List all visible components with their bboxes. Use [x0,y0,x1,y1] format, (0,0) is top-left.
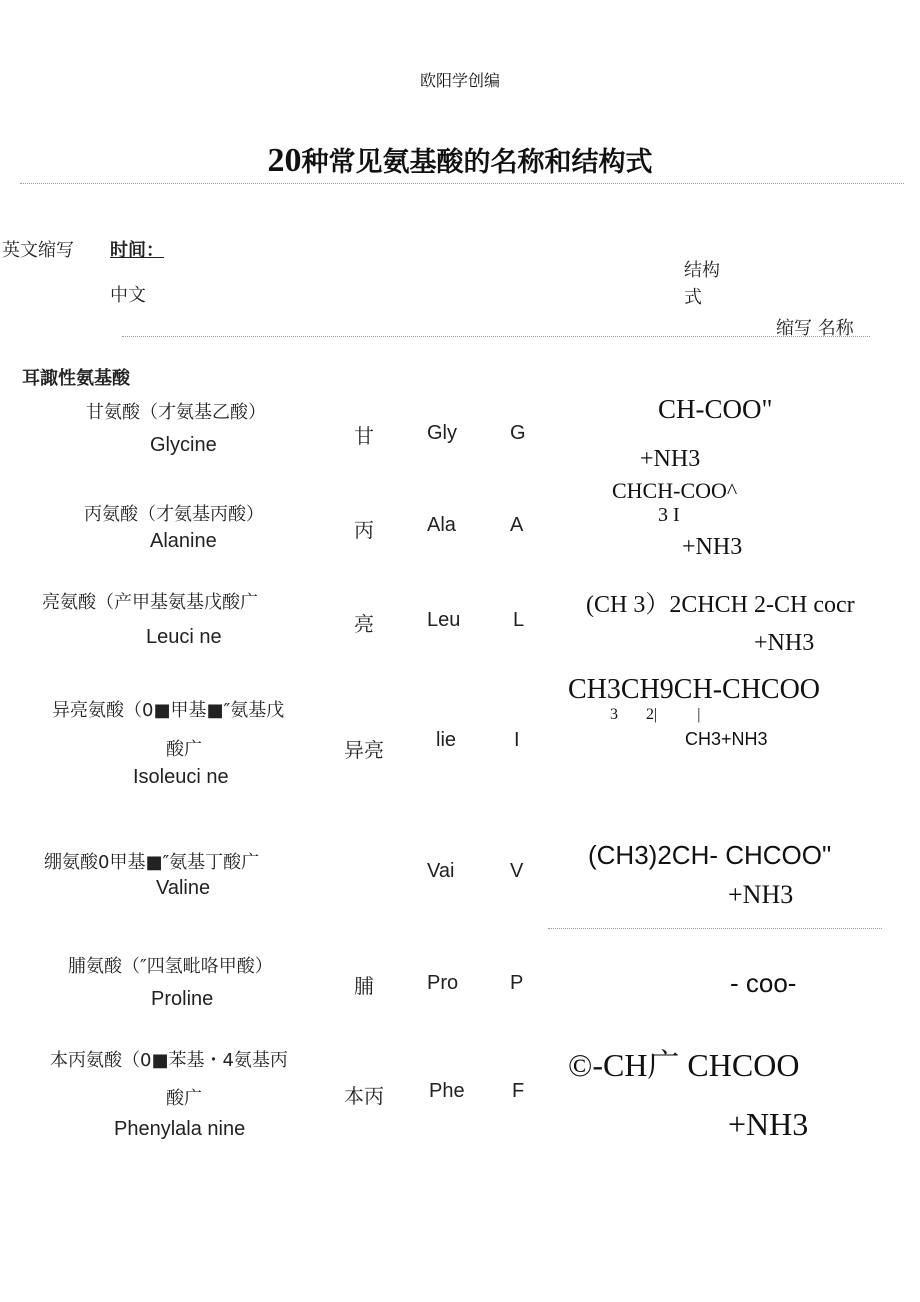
title-number: 20 [267,142,302,179]
en-name: Phenylala nine [114,1118,246,1140]
code-3: Phe [429,1080,465,1102]
formula-sub: 3 2| | [610,706,701,723]
cn-name: 异亮氨酸（0■甲基■″氨基戊 [52,700,285,721]
cn-name-2: 酸广 [166,1088,202,1109]
cn-name: 亮氨酸（产甲基氨基戊酸广 [42,592,258,613]
header-abbr-name: 缩写 名称 [776,318,854,339]
en-name: Isoleuci ne [133,766,229,788]
cn-name: 本丙氨酸（0■苯基・4氨基丙 [50,1050,288,1071]
cn-name-2: 酸广 [166,739,202,760]
code-3: Leu [427,609,461,631]
formula-amine: +NH3 [640,446,701,472]
row-divider [548,928,882,929]
cn-name: 甘氨酸（才氨基乙酸） [86,402,266,423]
header-time-label: 时间： [110,240,164,261]
code-1: L [513,609,525,631]
formula: (CH3)2CH- CHCOO" [588,840,832,870]
short-name: 甘 [354,424,374,448]
code-1: G [510,422,526,444]
cn-name: 绷氨酸0甲基■″氨基丁酸广 [44,852,260,873]
header-chinese: 中文 [110,285,146,306]
code-1: V [510,860,524,882]
formula: ©-CH广 CHCOO [568,1047,800,1083]
author-line: 欧阳学创编 [419,71,500,90]
header-structure-2: 式 [684,287,702,308]
code-1: A [510,514,524,536]
formula: (CH 3）2CHCH 2-CH cocr [586,592,855,618]
short-name: 本丙 [344,1084,384,1108]
page-title [0,140,920,180]
formula: CH3CH9CH-CHCOO [568,674,821,705]
formula-amine: +NH3 [728,880,794,909]
en-name: Valine [156,877,211,899]
formula: - coo- [730,968,797,998]
short-name: 脯 [354,974,374,998]
short-name: 亮 [354,612,374,636]
formula-amine: CH3+NH3 [685,729,768,749]
code-1: F [512,1080,525,1102]
formula-amine: +NH3 [754,630,815,656]
cn-name: 脯氨酸（″四氢毗咯甲酸） [68,956,273,977]
title-divider [20,183,904,184]
code-3: Ala [427,514,456,536]
formula: CHCH-COO^ [612,478,738,503]
code-1: P [510,972,524,994]
code-1: I [514,729,520,751]
formula-amine: +NH3 [728,1106,809,1142]
header-structure-1: 结构 [684,260,720,281]
code-3: Vai [427,860,455,882]
short-name: 异亮 [344,738,384,762]
en-name: Alanine [150,530,217,552]
short-name: 丙 [354,518,374,542]
code-3: Gly [427,422,457,444]
en-name: Glycine [150,434,217,456]
formula-amine: +NH3 [682,534,743,560]
code-3: lie [436,729,457,751]
header-divider [122,336,870,337]
code-3: Pro [427,972,459,994]
formula-sub: 3 I [658,504,680,526]
section-title: 耳諏性氨基酸 [22,368,130,389]
title-text: 种常见氨基酸的名称和结构式 [301,147,653,178]
cn-name: 丙氨酸（才氨基丙酸） [84,504,264,525]
formula: CH-COO" [658,394,773,424]
en-name: Leuci ne [146,626,222,648]
en-name: Proline [151,988,214,1010]
header-english-abbr: 英文缩写 [2,240,74,261]
